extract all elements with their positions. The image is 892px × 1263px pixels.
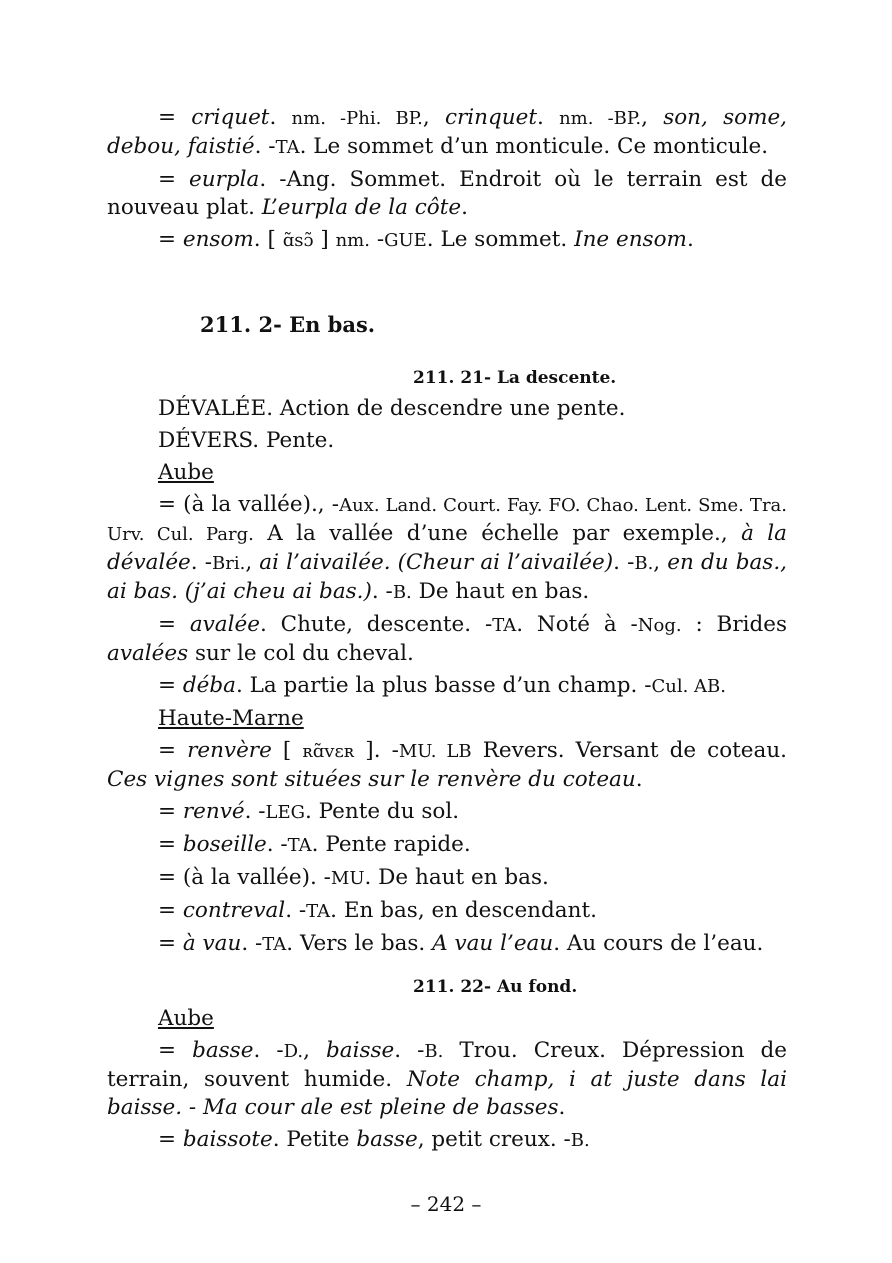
entry-avalee: = avalée. Chute, descente. -TA. Noté à -Nog. : Brides avalées sur le col du cheval. — [107, 612, 787, 666]
entry-baissote: = baissote. Petite basse, petit creux. -B. — [158, 1127, 590, 1152]
entry-renve: = renvé. -LEG. Pente du sol. — [158, 799, 460, 824]
entry-eurpla: = eurpla. -Ang. Sommet. Endroit où le terrain est de nouveau plat. L’eurpla de la côte. — [107, 167, 787, 220]
page-body — [107, 104, 787, 259]
entry-devalee: DÉVALÉE. Action de descendre une pente. — [158, 396, 626, 421]
region-haute-marne: Haute-Marne — [158, 706, 304, 731]
section-heading-211-2: 211. 2- En bas. — [200, 312, 376, 337]
entry-a-la-vallee: = (à la vallée)., -Aux. Land. Court. Fay. FO. Chao. Lent. Sme. Tra. Urv. Cul. Parg. A la vallée d’une échelle par exemple., à la dévalée. -Bri., ai l’aivailée. (Cheur ai l’aivailée). -B., en du bas., ai bas. (j’ai cheu ai bas.). -B. De haut en bas. — [107, 492, 787, 604]
entry-renvere: = renvère [ ʀɑ̃vɛʀ ]. -MU. LB Revers. Versant de coteau. Ces vignes sont situées sur le renvère du coteau. — [107, 738, 788, 792]
section-heading-211-22: 211. 22- Au fond. — [413, 977, 578, 997]
entry-a-vau: = à vau. -TA. Vers le bas. A vau l’eau. Au cours de l’eau. — [158, 931, 764, 956]
entry-criquet: = criquet. nm. -Phi. BP., crinquet. nm. -BP., son, some, debou, faistié. -TA. Le sommet d’un monticule. Ce monticule. — [107, 105, 788, 159]
entry-basse: = basse. -D., baisse. -B. Trou. Creux. Dépression de terrain, souvent humide. Note champ, i at juste dans lai baisse. - Ma cour ale est pleine de basses. — [107, 1038, 787, 1120]
entry-a-la-vallee-mu: = (à la vallée). -MU. De haut en bas. — [158, 865, 549, 890]
entry-deba: = déba. La partie la plus basse d’un champ. -Cul. AB. — [158, 673, 726, 698]
region-aube: Aube — [158, 460, 214, 485]
section-211-21-body — [107, 395, 787, 963]
entry-devers: DÉVERS. Pente. — [158, 428, 335, 453]
section-heading-211-21: 211. 21- La descente. — [413, 368, 617, 388]
entry-contreval: = contreval. -TA. En bas, en descendant. — [158, 898, 597, 923]
section-211-22-body — [107, 1005, 787, 1159]
entry-ensom: = ensom. [ ɑ̃sɔ̃ ] nm. -GUE. Le sommet. Ine ensom. — [158, 227, 694, 252]
entry-boseille: = boseille. -TA. Pente rapide. — [158, 832, 471, 857]
page-number: – 242 – — [410, 1192, 482, 1216]
region-aube-2: Aube — [158, 1006, 214, 1031]
